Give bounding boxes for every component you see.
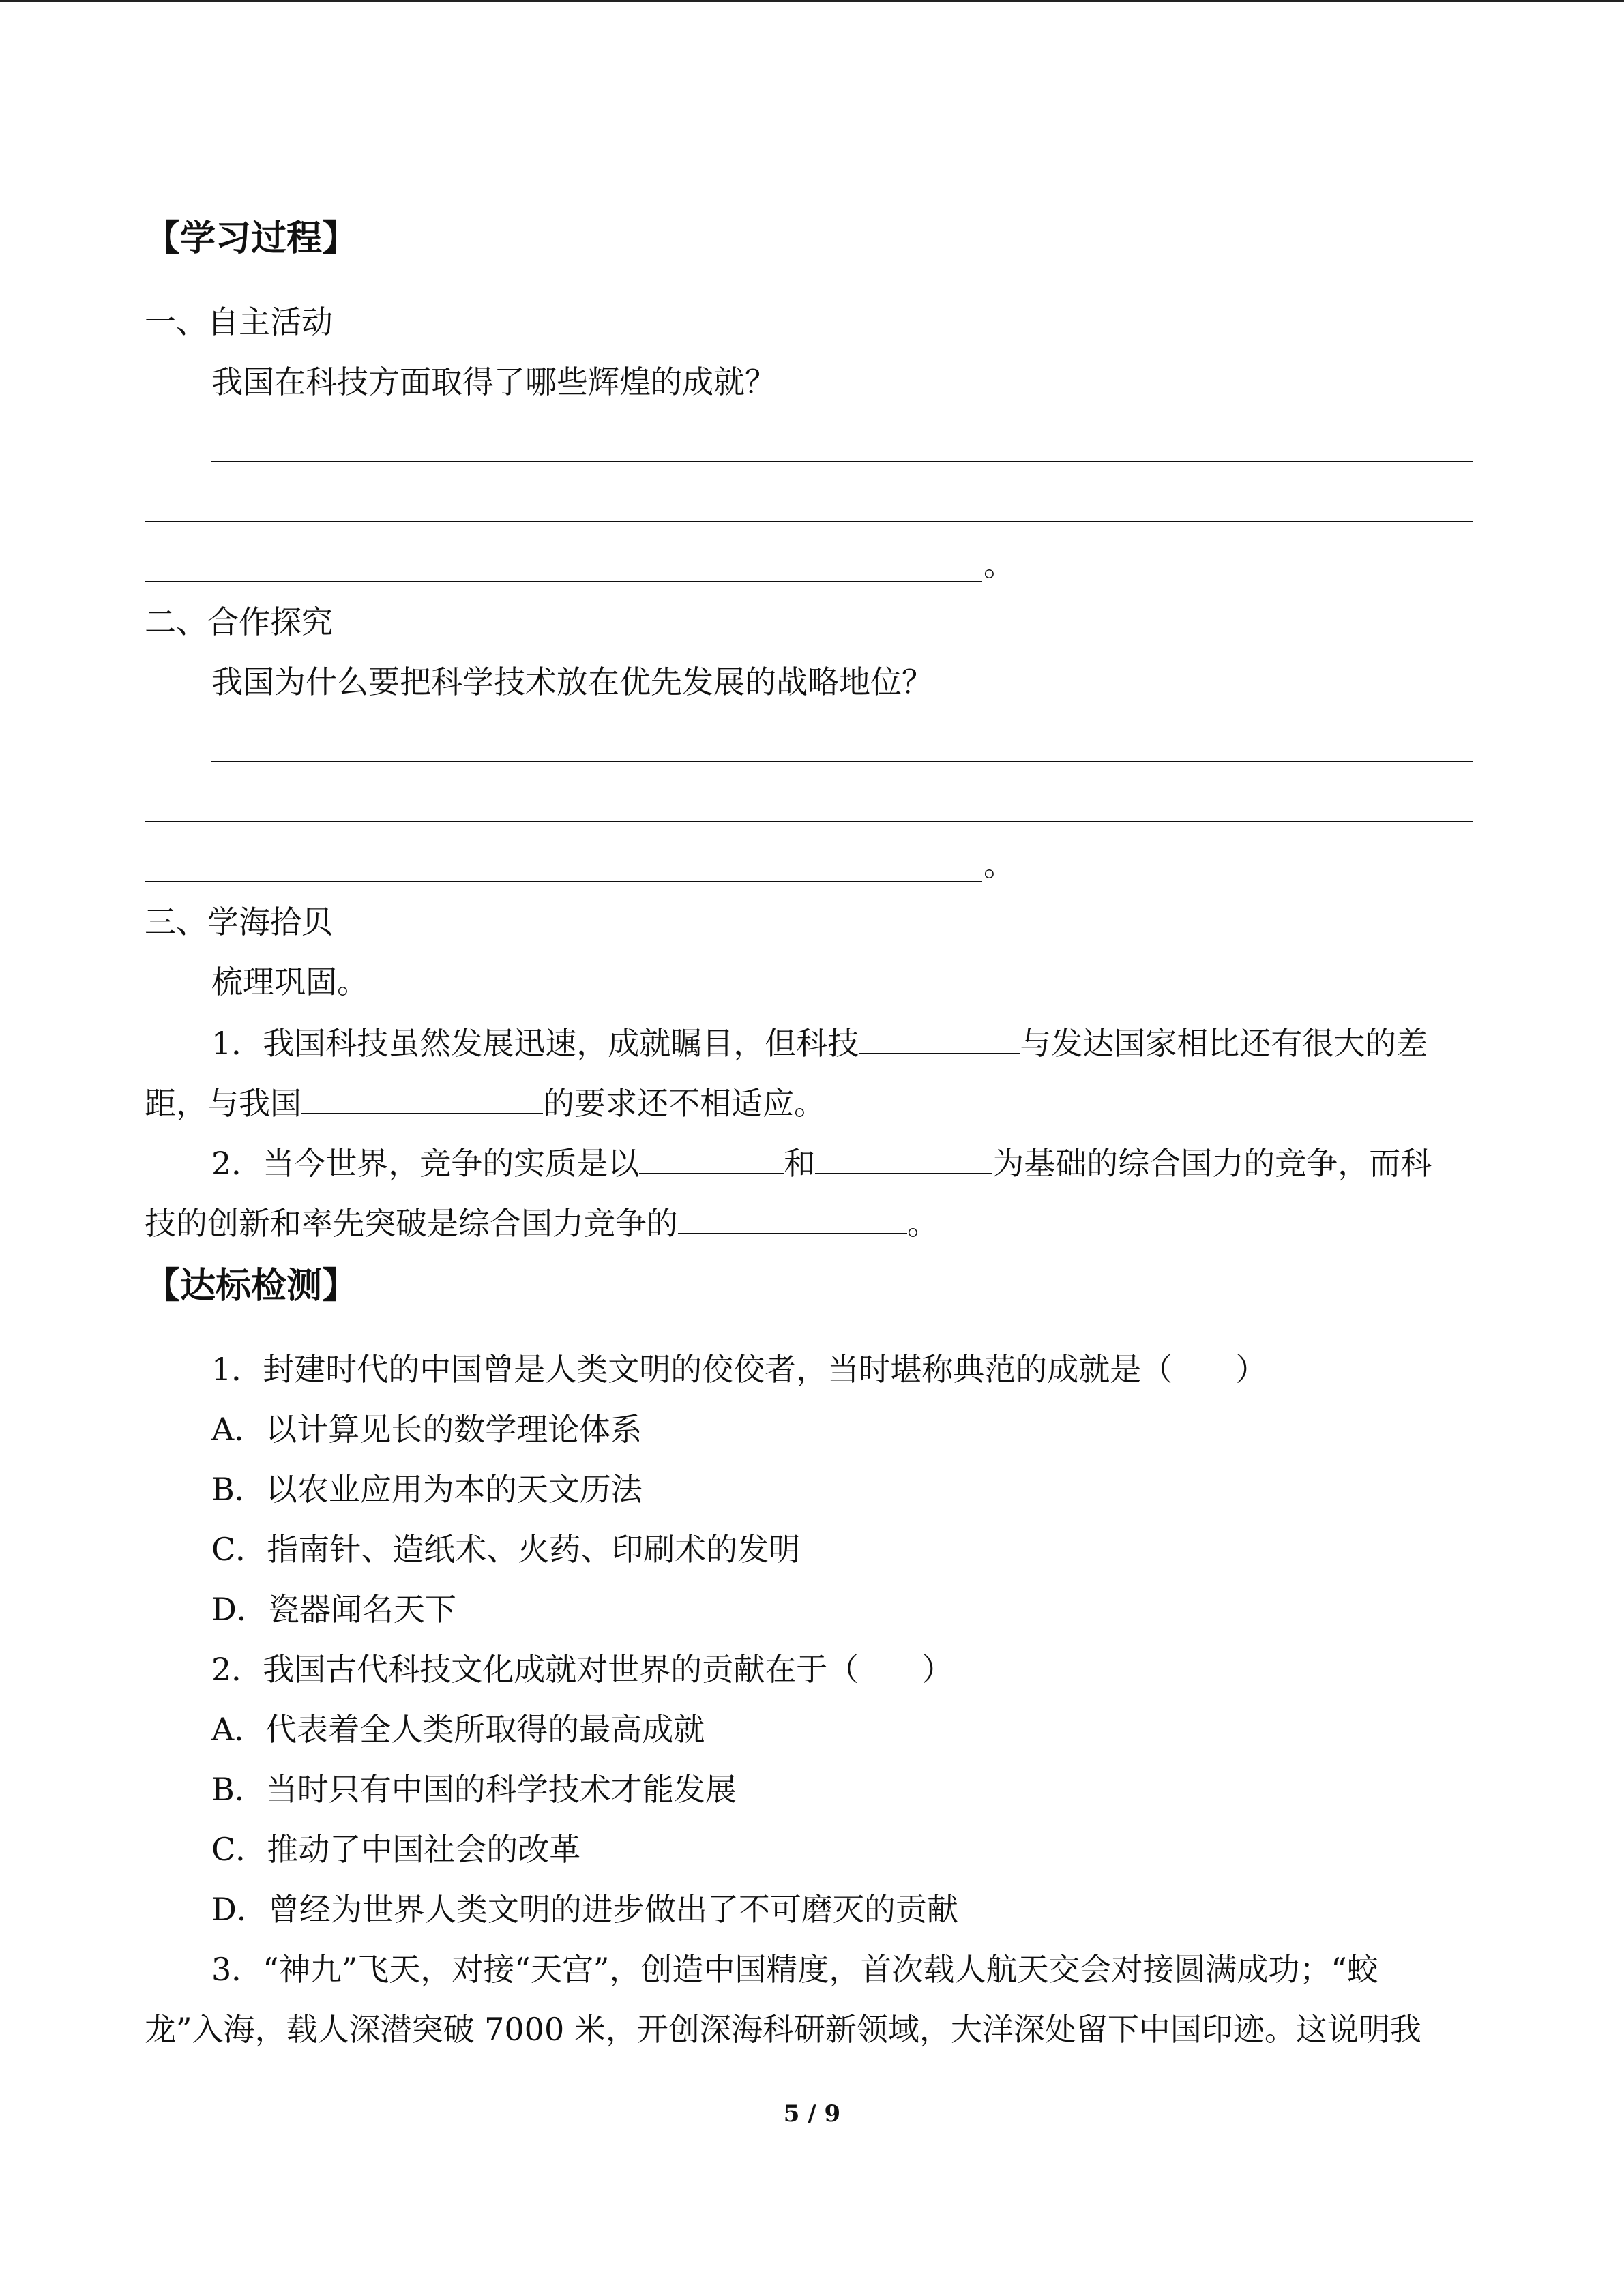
- section3-item1-line1: [211, 1023, 1428, 1062]
- q2-option-d[interactable]: D．曾经为世界人类文明的进步做出了不可磨灭的贡献: [211, 1891, 958, 1928]
- item2-part-e: 。: [907, 1205, 939, 1242]
- item2-blank-2[interactable]: [815, 1143, 992, 1174]
- q1-option-d[interactable]: D．瓷器闻名天下: [211, 1591, 456, 1628]
- section2-answer-line-1[interactable]: [211, 761, 1473, 762]
- section3-title: 三、学海拾贝: [145, 904, 333, 940]
- item2-blank-3[interactable]: [678, 1203, 907, 1234]
- section1-answer-line-3[interactable]: [145, 581, 982, 582]
- item2-part-c: 为基础的综合国力的竞争，而科: [992, 1145, 1432, 1182]
- item1-part-b: 与发达国家相比还有很大的差: [1020, 1025, 1428, 1062]
- page-number: 5 / 9: [783, 2100, 841, 2128]
- q2-option-a[interactable]: A．代表着全人类所取得的最高成就: [211, 1711, 705, 1748]
- item1-part-a: 1．我国科技虽然发展迅速，成就瞩目，但科技: [211, 1025, 859, 1062]
- q1-option-a[interactable]: A．以计算见长的数学理论体系: [211, 1411, 643, 1448]
- section2-answer-line-2[interactable]: [145, 821, 1473, 822]
- q3-line2: 龙”入海，载人深潜突破 7000 米，开创深海科研新领域，大洋深处留下中国印迹。这说明我: [145, 2011, 1421, 2048]
- section3-subtitle: 梳理巩固。: [211, 964, 368, 1000]
- item2-blank-1[interactable]: [639, 1143, 784, 1174]
- q2-option-c[interactable]: C．推动了中国社会的改革: [211, 1831, 581, 1868]
- section1-answer-line-1[interactable]: [211, 461, 1473, 462]
- section1-answer-line-2[interactable]: [145, 521, 1473, 522]
- section2-question: 我国为什么要把科学技术放在优先发展的战略地位？: [211, 664, 933, 700]
- q1-stem: 1．封建时代的中国曾是人类文明的佼佼者，当时堪称典范的成就是（ ）: [211, 1351, 1267, 1388]
- item2-part-b: 和: [784, 1145, 816, 1182]
- item1-blank-2[interactable]: [301, 1083, 543, 1114]
- item1-blank-1[interactable]: [859, 1023, 1020, 1054]
- section3-item2-line2: [145, 1203, 939, 1242]
- item1-part-d: 的要求还不相适应。: [543, 1085, 825, 1122]
- q1-option-c[interactable]: C．指南针、造纸术、火药、印刷术的发明: [211, 1531, 801, 1568]
- section1-end-mark: 。: [984, 546, 1015, 583]
- section2-answer-line-3[interactable]: [145, 881, 982, 882]
- item2-part-a: 2．当今世界，竞争的实质是以: [211, 1145, 640, 1182]
- q2-option-b[interactable]: B．当时只有中国的科学技术才能发展: [211, 1771, 737, 1808]
- item2-part-d: 技的创新和率先突破是综合国力竞争的: [145, 1205, 678, 1242]
- q3-line1: 3．“神九”飞天，对接“天宫”，创造中国精度，首次载人航天交会对接圆满成功；“蛟: [211, 1951, 1378, 1988]
- section3-item1-line2: [145, 1083, 825, 1122]
- section1-question: 我国在科技方面取得了哪些辉煌的成就？: [211, 363, 776, 400]
- section2-title: 二、合作探究: [145, 603, 333, 640]
- section2-end-mark: 。: [984, 846, 1015, 883]
- section1-title: 一、自主活动: [145, 303, 333, 340]
- section3-item2-line1: [211, 1143, 1432, 1182]
- q1-option-b[interactable]: B．以农业应用为本的天文历法: [211, 1471, 643, 1508]
- q2-stem: 2．我国古代科技文化成就对世界的贡献在于（ ）: [211, 1651, 954, 1688]
- item1-part-c: 距，与我国: [145, 1085, 301, 1122]
- heading-study-process: 【学习过程】: [145, 218, 358, 259]
- heading-assessment: 【达标检测】: [145, 1266, 358, 1307]
